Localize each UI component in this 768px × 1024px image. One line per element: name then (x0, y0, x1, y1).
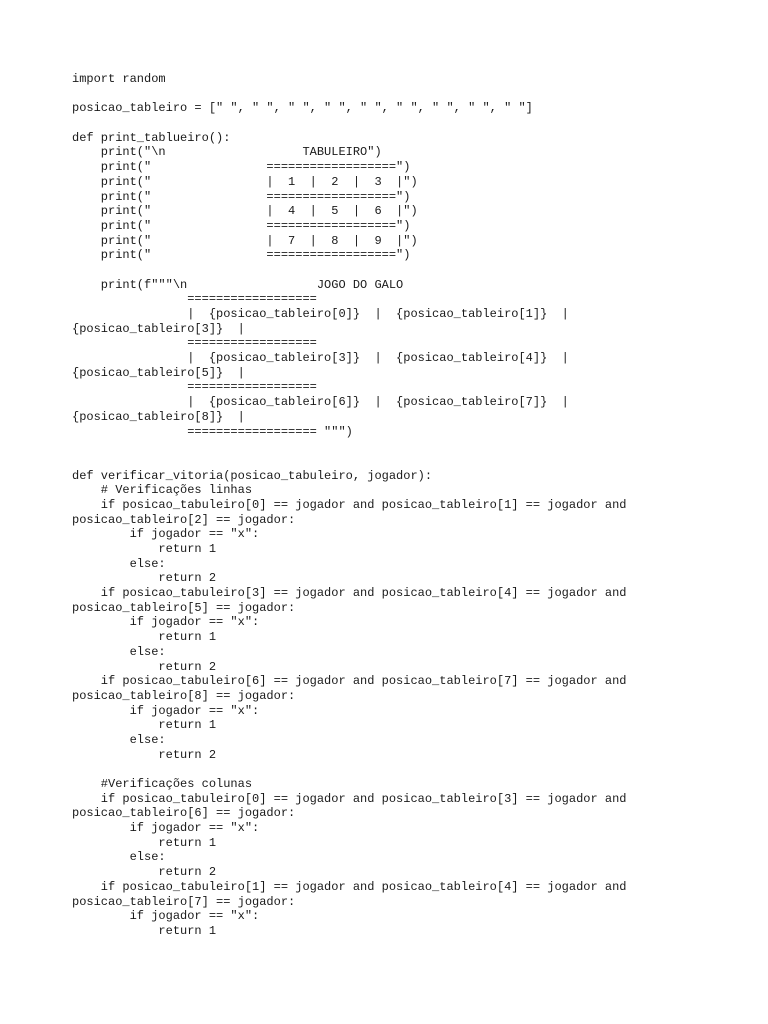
code-line: return 2 (72, 747, 217, 762)
code-line: print(f"""\n JOGO DO GALO (72, 277, 404, 292)
code-line: if jogador == "x": (72, 821, 260, 836)
code-line: print(" ==================") (72, 218, 411, 233)
code-line: print(" | 7 | 8 | 9 |") (72, 233, 418, 248)
code-line: if jogador == "x": (72, 615, 260, 630)
code-line: if jogador == "x": (72, 703, 260, 718)
code-line: {posicao_tableiro[3]} | (72, 321, 245, 336)
code-line (72, 439, 712, 454)
code-line: return 1 (72, 542, 217, 556)
code-line: if jogador == "x": (72, 909, 260, 924)
code-line: def verificar_vitoria(posicao_tabuleiro, jogador): (72, 468, 433, 483)
code-line: posicao_tableiro[5] == jogador: (72, 600, 296, 615)
code-line: ================== (72, 292, 317, 307)
code-line: posicao_tableiro[8] == jogador: (72, 688, 296, 703)
code-line: import random (72, 72, 166, 86)
code-line: # Verificações linhas (72, 483, 253, 498)
code-line: posicao_tableiro = [" ", " ", " ", " ", " ", " ", " ", " ", " "] (72, 101, 533, 116)
code-line: print(" | 1 | 2 | 3 |") (72, 174, 418, 189)
code-line: posicao_tableiro[6] == jogador: (72, 806, 296, 821)
code-line: else: (72, 732, 166, 747)
code-line (72, 87, 712, 102)
code-line: | {posicao_tableiro[6]} | {posicao_tableiro[7]} | (72, 395, 569, 410)
code-line: if posicao_tabuleiro[0] == jogador and posicao_tableiro[1] == jogador and (72, 497, 627, 512)
code-line: if posicao_tabuleiro[1] == jogador and posicao_tableiro[4] == jogador and (72, 879, 627, 894)
code-line (72, 454, 712, 469)
code-line: {posicao_tableiro[5]} | (72, 365, 245, 380)
code-line: return 2 (72, 571, 217, 586)
code-line: | {posicao_tableiro[3]} | {posicao_tableiro[4]} | (72, 351, 569, 366)
code-line: return 1 (72, 630, 217, 645)
code-line: return 1 (72, 835, 217, 850)
code-line: if posicao_tabuleiro[3] == jogador and posicao_tableiro[4] == jogador and (72, 586, 627, 601)
code-line: | {posicao_tableiro[0]} | {posicao_tableiro[1]} | (72, 307, 569, 321)
code-line: return 2 (72, 659, 217, 674)
code-line: else: (72, 556, 166, 571)
code-line: return 1 (72, 718, 217, 733)
code-line: print(" ==================") (72, 248, 411, 263)
code-line (72, 762, 712, 777)
code-line: ================== """) (72, 424, 353, 439)
code-line: posicao_tableiro[7] == jogador: (72, 894, 296, 909)
code-line (72, 263, 712, 278)
code-line: #Verificações colunas (72, 777, 253, 791)
code-line: print(" ==================") (72, 189, 411, 204)
code-line: if jogador == "x": (72, 527, 260, 542)
code-line: posicao_tableiro[2] == jogador: (72, 512, 296, 527)
code-line: if posicao_tabuleiro[6] == jogador and posicao_tableiro[7] == jogador and (72, 674, 627, 689)
code-line: return 2 (72, 865, 217, 880)
code-line (72, 116, 712, 131)
code-line: print(" ==================") (72, 160, 411, 175)
code-line: ================== (72, 380, 317, 395)
code-line: print("\n TABULEIRO") (72, 145, 382, 160)
code-line: print(" | 4 | 5 | 6 |") (72, 204, 418, 219)
code-line: {posicao_tableiro[8]} | (72, 409, 245, 424)
code-line: else: (72, 644, 166, 659)
code-line: ================== (72, 336, 317, 351)
code-line: else: (72, 850, 166, 865)
code-listing (72, 72, 712, 939)
code-line: if posicao_tabuleiro[0] == jogador and posicao_tableiro[3] == jogador and (72, 791, 627, 806)
code-line: def print_tablueiro(): (72, 130, 231, 145)
code-line: return 1 (72, 923, 217, 938)
